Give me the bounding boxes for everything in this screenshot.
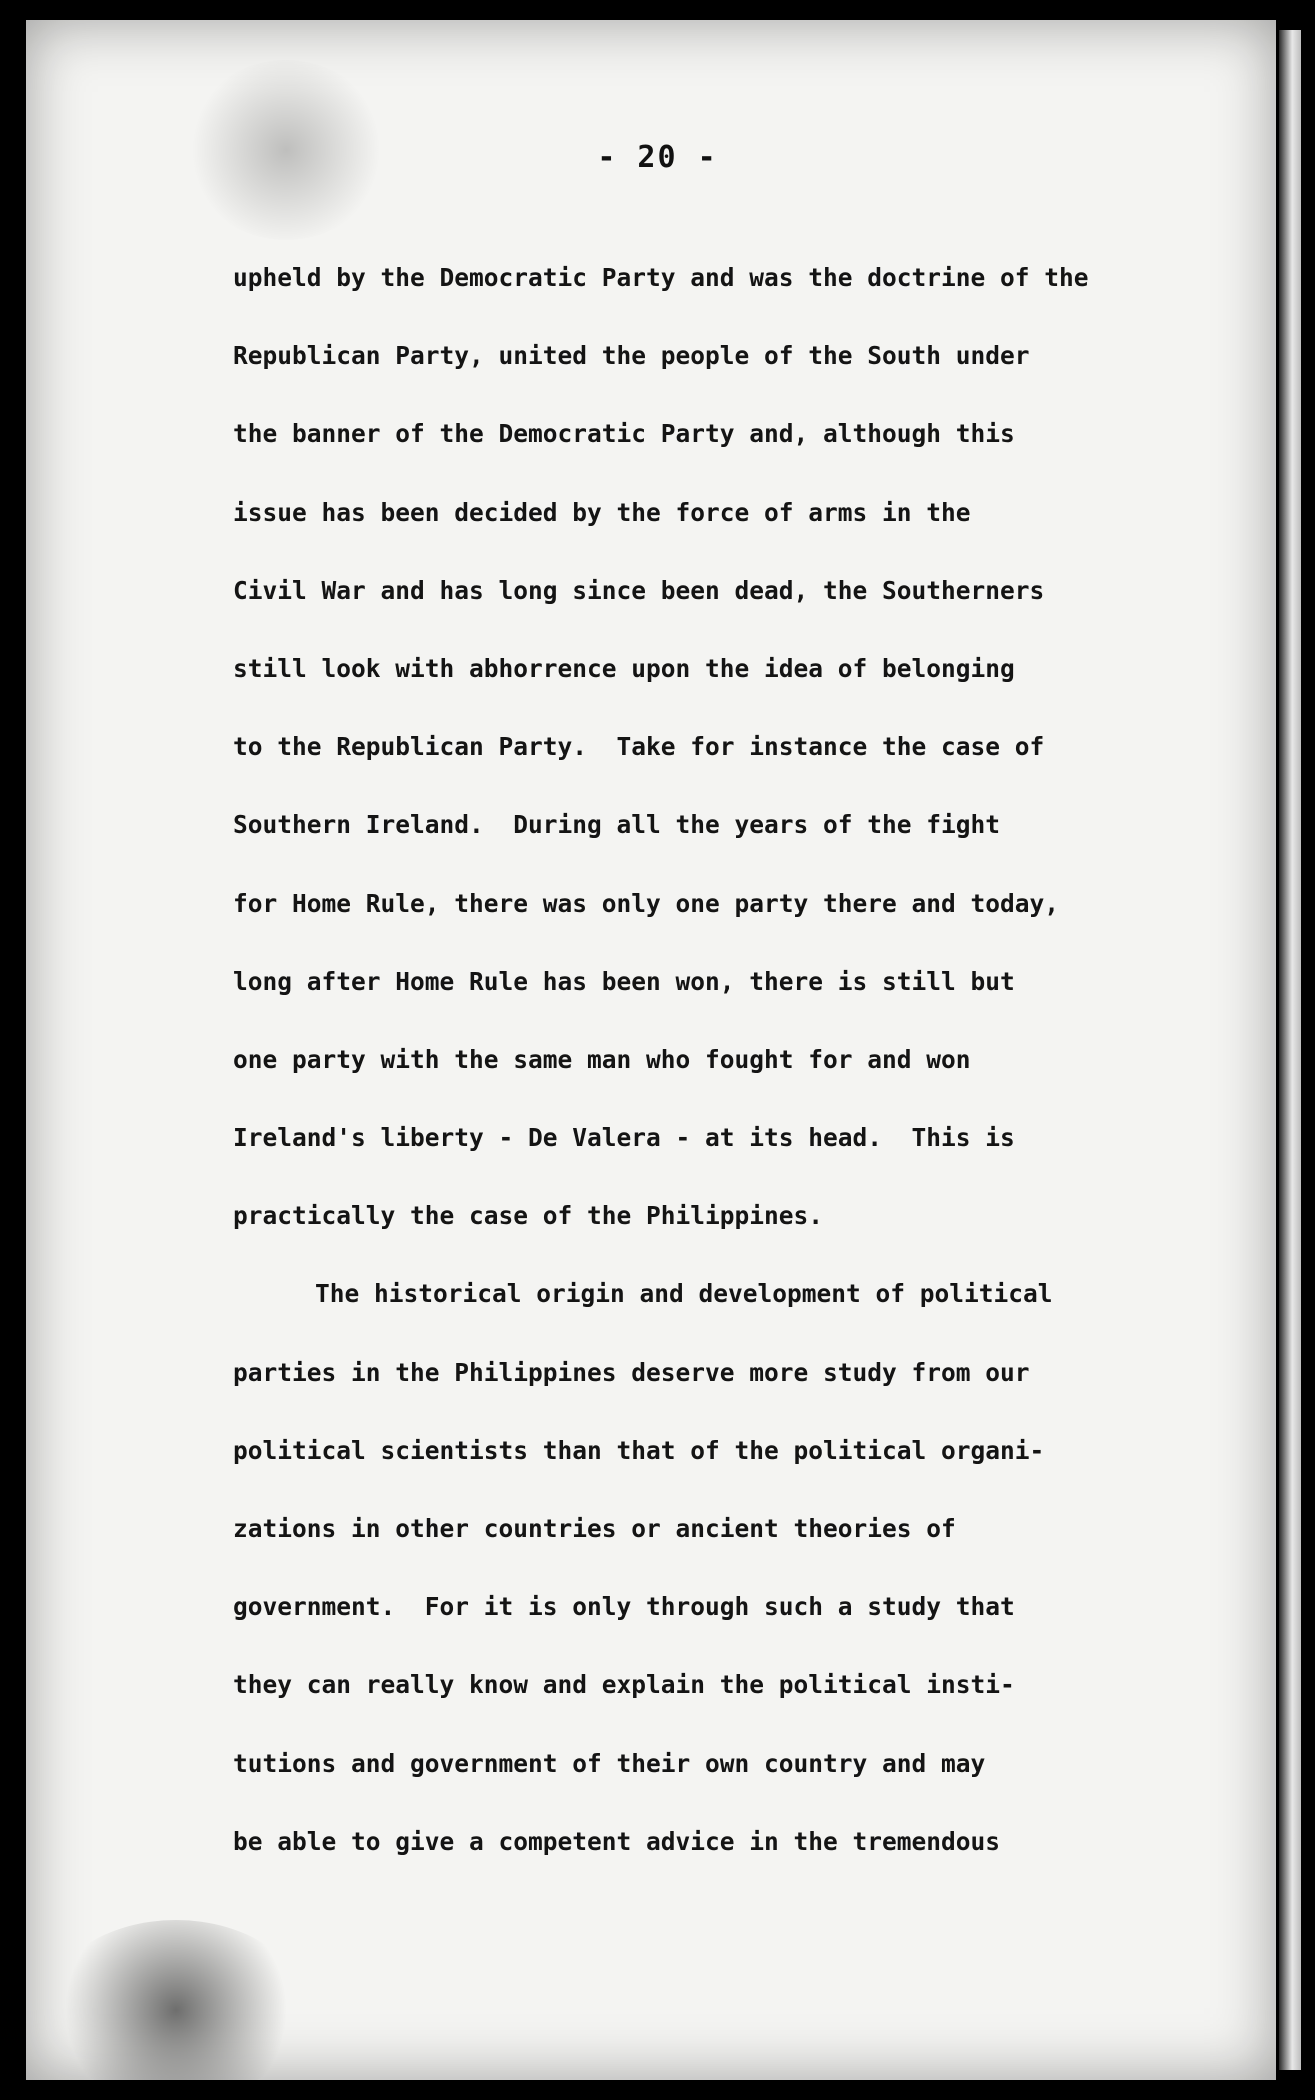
text-line: for Home Rule, there was only one party there and today, — [233, 888, 1060, 918]
text-line: Civil War and has long since been dead, the Southerners — [233, 575, 1045, 605]
text-line: Ireland's liberty - De Valera - at its head. This is — [233, 1123, 1015, 1153]
text-line: political scientists than that of the political organi- — [233, 1435, 1045, 1465]
page-number: - 20 - — [597, 140, 718, 175]
text-line: issue has been decided by the force of arms in the — [233, 497, 971, 527]
text-line: one party with the same man who fought for and won — [233, 1044, 971, 1074]
text-line: be able to give a competent advice in the tremendous — [233, 1826, 1001, 1856]
body-text — [233, 252, 1153, 1894]
text-line: tutions and government of their own country and may — [233, 1748, 986, 1778]
text-line: parties in the Philippines deserve more study from our — [233, 1357, 1030, 1387]
ink-smudge — [46, 1920, 306, 2100]
text-line: long after Home Rule has been won, there is still but — [233, 966, 1015, 996]
text-line: The historical origin and development of political — [315, 1279, 1053, 1309]
text-line: zations in other countries or ancient theories of — [233, 1514, 956, 1543]
text-line: practically the case of the Philippines. — [233, 1201, 824, 1231]
text-line: government. For it is only through such a study that — [233, 1592, 1015, 1622]
text-line: the banner of the Democratic Party and, although this — [233, 419, 1015, 449]
page-edge — [1279, 30, 1301, 2070]
text-line: upheld by the Democratic Party and was the doctrine of the — [233, 263, 1089, 292]
text-line: to the Republican Party. Take for instance the case of — [233, 732, 1045, 762]
text-line: Republican Party, united the people of the South under — [233, 341, 1030, 371]
text-line: they can really know and explain the political insti- — [233, 1670, 1015, 1700]
text-line: still look with abhorrence upon the idea of belonging — [233, 653, 1015, 683]
text-line: Southern Ireland. During all the years of the fight — [233, 810, 1001, 840]
